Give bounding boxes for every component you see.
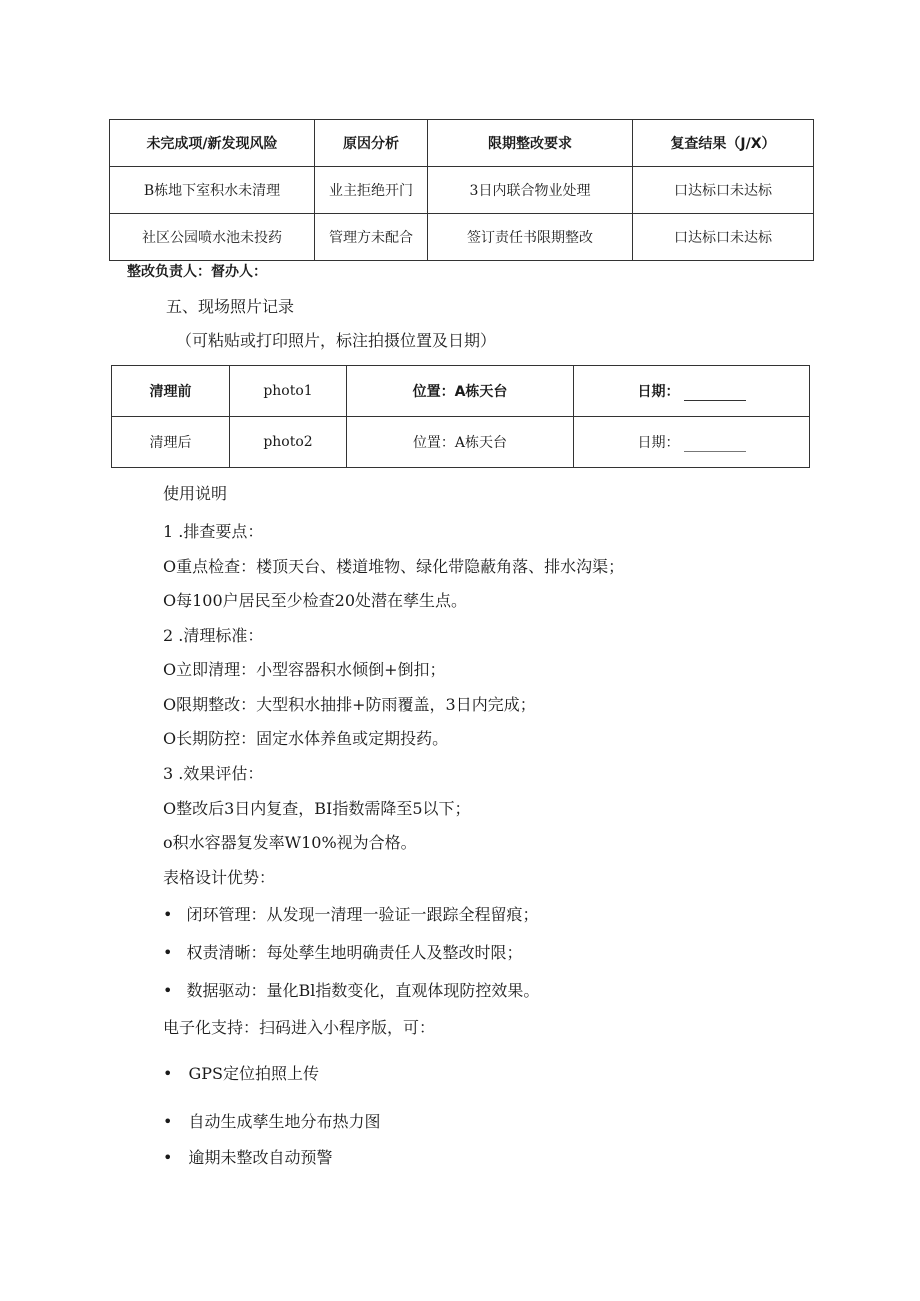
advantages-title: 表格设计优势： — [163, 868, 276, 887]
section-heading: 3 .效果评估： — [163, 764, 264, 783]
table-cell: 社区公园喷水池未投药 — [110, 214, 315, 261]
instruction-item: O立即清理：小型容器积水倾倒+倒扣； — [163, 660, 446, 679]
header-cell: 原因分析 — [315, 120, 428, 167]
digital-item — [163, 1064, 319, 1084]
advantage-item — [163, 943, 522, 963]
photo-table — [111, 365, 810, 468]
advantage-text: 闭环管理：从发现一清理一验证一跟踪全程留痕； — [186, 905, 539, 924]
photo-location: 位置：A栋天台 — [347, 417, 574, 468]
advantage-item — [163, 905, 538, 925]
bullet-icon: • — [163, 1064, 173, 1083]
instruction-item: O整改后3日内复查，BI指数需降至5以下； — [163, 799, 471, 818]
digital-item — [163, 1112, 380, 1132]
digital-title: 电子化支持：扫码进入小程序版，可： — [163, 1018, 436, 1037]
date-blank — [684, 437, 746, 452]
instruction-item: O限期整改：大型积水抽排+防雨覆盖，3日内完成； — [163, 695, 536, 714]
bullet-icon: • — [163, 1112, 173, 1131]
photo-date-cell — [574, 417, 810, 468]
photo-date-label: 日期： — [637, 384, 680, 400]
table-cell: 签订责任书限期整改 — [428, 214, 633, 261]
photo-label: 清理后 — [112, 417, 230, 468]
photo-placeholder: photo1 — [230, 366, 347, 417]
digital-item — [163, 1148, 332, 1168]
digital-text: 自动生成孳生地分布热力图 — [188, 1112, 381, 1131]
digital-text: 逾期未整改自动预警 — [188, 1148, 333, 1167]
responsible-line: 整改负责人：督办人： — [127, 264, 267, 280]
photo-location: 位置：A栋天台 — [347, 366, 574, 417]
table-row — [112, 417, 810, 468]
table-cell: 管理方未配合 — [315, 214, 428, 261]
photo-placeholder: photo2 — [230, 417, 347, 468]
photo-date-label: 日期： — [637, 435, 680, 451]
table-header-row — [110, 120, 814, 167]
header-cell: 复查结果（J/X） — [633, 120, 814, 167]
table-row — [110, 167, 814, 214]
header-cell: 未完成项/新发现风险 — [110, 120, 315, 167]
instruction-item: O长期防控：固定水体养鱼或定期投药。 — [163, 729, 449, 748]
rectification-table — [109, 119, 814, 261]
advantage-text: 权责清晰：每处孳生地明确责任人及整改时限； — [186, 943, 523, 962]
instruction-item: O重点检查：楼顶天台、楼道堆物、绿化带隐蔽角落、排水沟渠； — [163, 557, 625, 576]
photo-section-title: 五、现场照片记录 — [166, 297, 295, 316]
bullet-icon: • — [163, 981, 173, 1000]
table-cell: 口达标口未达标 — [633, 167, 814, 214]
date-blank — [684, 386, 746, 401]
photo-section-note: （可粘贴或打印照片，标注拍摄位置及日期） — [176, 331, 497, 350]
bullet-icon: • — [163, 1148, 173, 1167]
header-cell: 限期整改要求 — [428, 120, 633, 167]
photo-date-cell — [574, 366, 810, 417]
section-heading: 2 .清理标准： — [163, 626, 264, 645]
section-heading: 1 .排查要点： — [163, 522, 264, 541]
table-cell: 3日内联合物业处理 — [428, 167, 633, 214]
bullet-icon: • — [163, 943, 173, 962]
instruction-item: O每100户居民至少检查20处潜在孳生点。 — [163, 591, 468, 610]
instructions-title: 使用说明 — [163, 484, 228, 503]
table-cell: 业主拒绝开门 — [315, 167, 428, 214]
digital-text: GPS定位拍照上传 — [188, 1064, 319, 1083]
advantage-item — [163, 981, 539, 1001]
table-row — [112, 366, 810, 417]
table-cell: 口达标口未达标 — [633, 214, 814, 261]
photo-label: 清理前 — [112, 366, 230, 417]
table-cell: B栋地下室积水未清理 — [110, 167, 315, 214]
bullet-icon: • — [163, 905, 173, 924]
instruction-item: o积水容器复发率W10%视为合格。 — [163, 833, 417, 852]
advantage-text: 数据驱动：量化Bl指数变化，直观体现防控效果。 — [186, 981, 540, 1000]
table-row — [110, 214, 814, 261]
